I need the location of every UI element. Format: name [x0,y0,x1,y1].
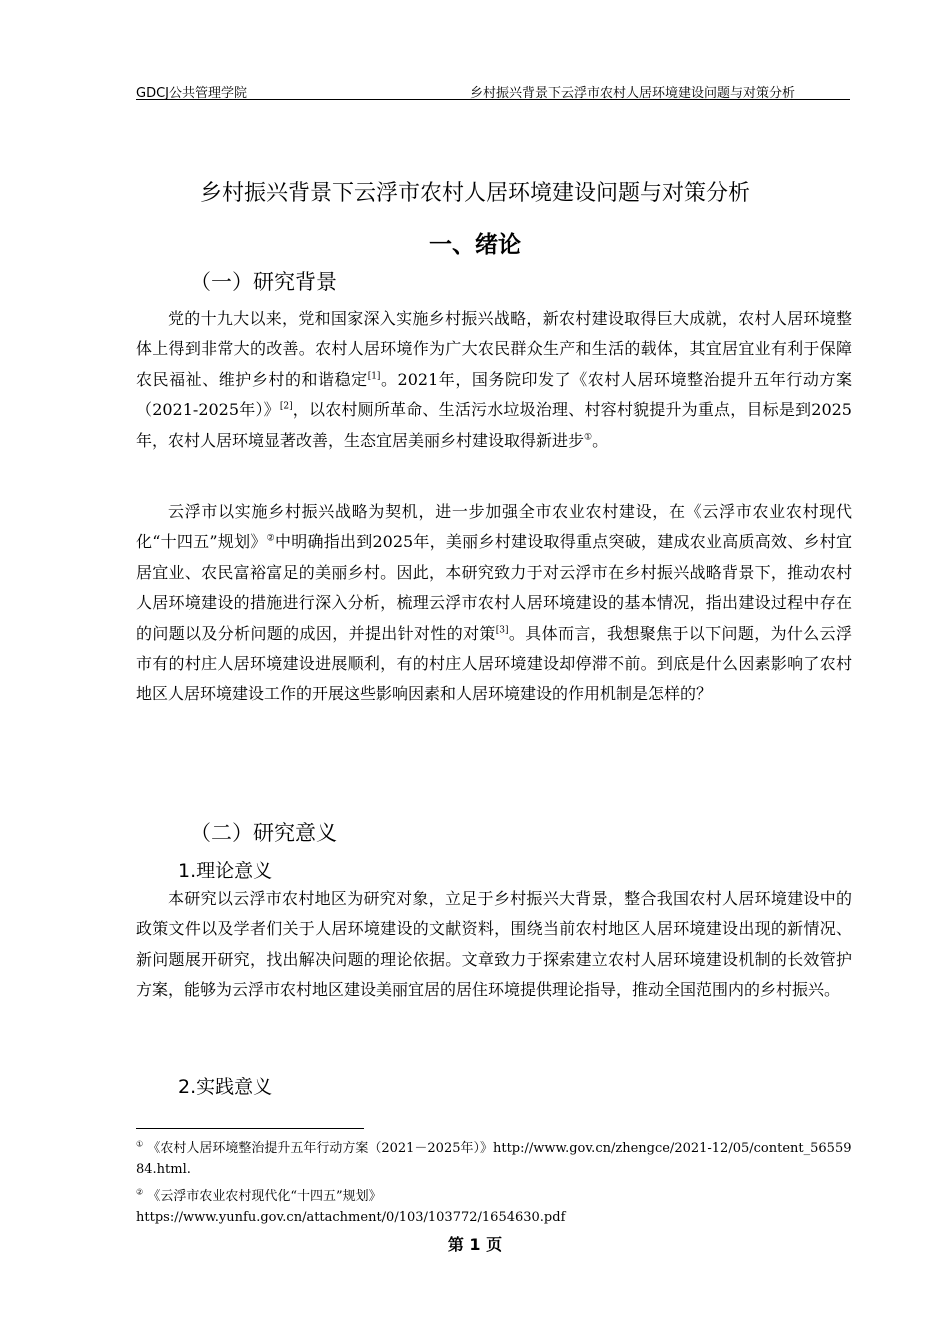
citation-2[interactable]: [2] [279,401,293,412]
theory-paragraph: 本研究以云浮市农村地区为研究对象，立足于乡村振兴大背景，整合我国农村人居环境建设中的政策文件以及学者们关于人居环境建设的文献资料，围绕当前农村地区人居环境建设出现的新情况、新问题展开研究，找出解决问题的理论依据。文章致力于探索建立农村人居环境建设机制的长效管护方案，能够为云浮市农村地区建设美丽宜居的居住环境提供理论指导，推动全国范围内的乡村振兴。 [136,889,852,1000]
section-heading-background: （一）研究背景 [190,270,337,294]
citation-1[interactable]: [1] [367,371,381,382]
footnote-2-text: 《云浮市农业农村现代化“十四五”规划》 [147,1189,382,1204]
footnote-marker-2[interactable]: ② [266,534,275,545]
footnote-separator [136,1128,364,1129]
footnote-1 [136,1138,852,1180]
paper-title: 乡村振兴背景下云浮市农村人居环境建设问题与对策分析 [199,181,750,206]
footnote-1-text: 《农村人居环境整治提升五年行动方案（2021－2025年）》http://www.gov.cn/zhengce/2021-12/05/content_5655984.html. [136,1141,852,1177]
footnote-2-link[interactable]: https://www.yunfu.gov.cn/attachment/0/103/103772/1654630.pdf [136,1210,566,1225]
footnote-marker-1[interactable]: ① [584,432,593,443]
subsection-heading-theory: 1.理论意义 [178,860,273,882]
chapter-heading: 一、绪论 [429,232,521,258]
header-school: GDCJ公共管理学院 [136,86,247,101]
citation-3[interactable]: [3] [495,625,509,636]
page-number: 第 1 页 [447,1235,503,1254]
footnote-1-mark: ① [136,1139,144,1149]
subsection-heading-practice: 2.实践意义 [178,1076,273,1098]
footnote-2 [136,1186,852,1228]
background-paragraph-1: 党的十九大以来，党和国家深入实施乡村振兴战略，新农村建设取得巨大成就，农村人居环境整体上得到非常大的改善。农村人居环境作为广大农民群众生产和生活的载体，其宜居宜业有利于保障农民福祉、维护乡村的和谐稳定[1]。2021年，国务院印发了《农村人居环境整治提升五年行动方案（2021-2025年）》[2]，以农村厕所革命、生活污水垃圾治理、村容村貌提升为重点，目标是到2025年，农村人居环境显著改善，生态宜居美丽乡村建设取得新进步①。 [136,309,852,450]
footnote-2-mark: ② [136,1187,144,1197]
background-paragraph-2: 云浮市以实施乡村振兴战略为契机，进一步加强全市农业农村建设，在《云浮市农业农村现代化“十四五”规划》②中明确指出到2025年，美丽乡村建设取得重点突破，建成农业高质高效、乡村宜居宜业、农民富裕富足的美丽乡村。因此，本研究致力于对云浮市在乡村振兴战略背景下，推动农村人居环境建设的措施进行深入分析，梳理云浮市农村人居环境建设的基本情况，指出建设过程中存在的问题以及分析问题的成因，并提出针对性的对策[3]。具体而言，我想聚焦于以下问题，为什么云浮市有的村庄人居环境建设进展顺利，有的村庄人居环境建设却停滞不前。到底是什么因素影响了农村地区人居环境建设工作的开展这些影响因素和人居环境建设的作用机制是怎样的？ [136,502,852,704]
running-header [136,82,850,100]
section-heading-significance: （二）研究意义 [190,821,337,845]
header-paper-title: 乡村振兴背景下云浮市农村人居环境建设问题与对策分析 [469,86,795,101]
